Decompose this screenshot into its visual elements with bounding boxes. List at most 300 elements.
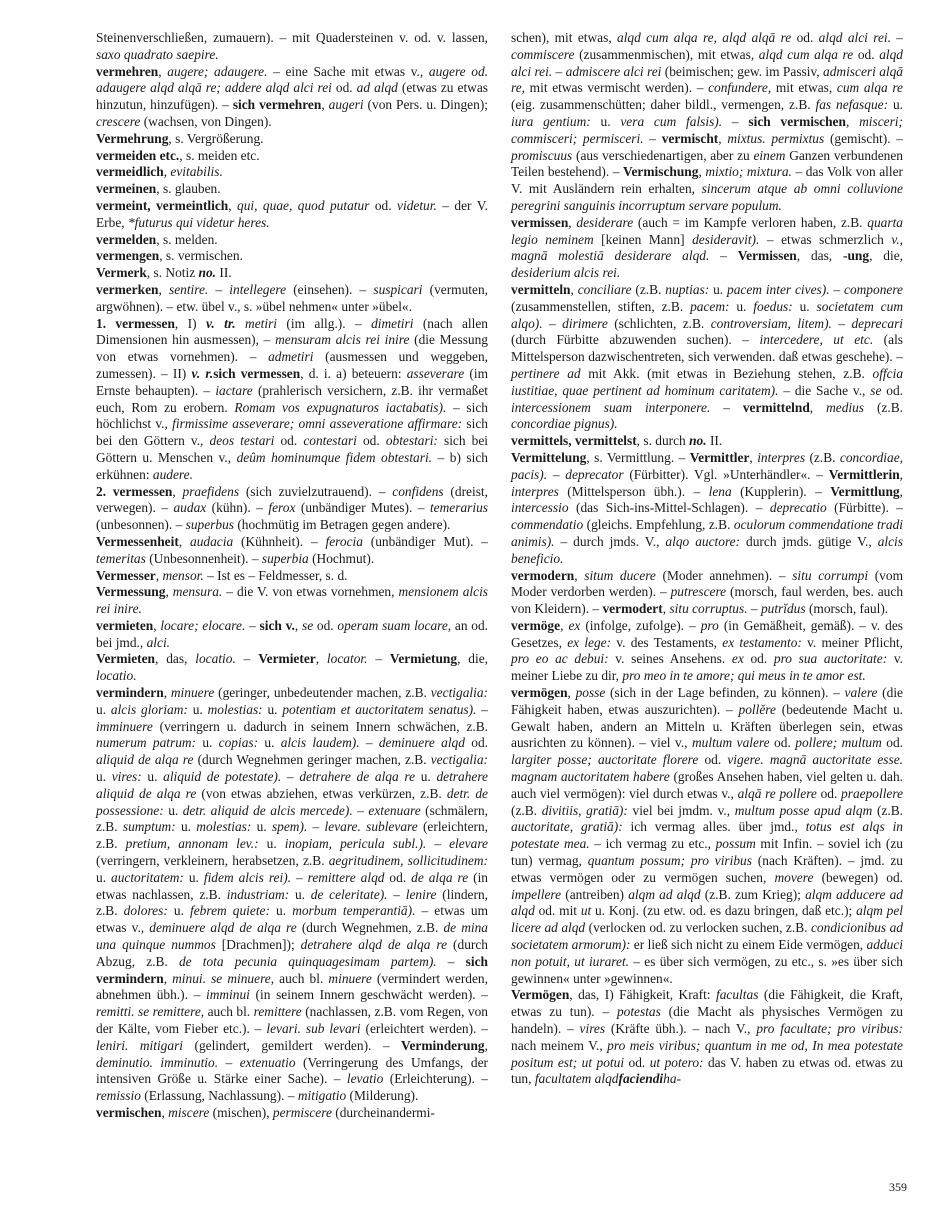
dictionary-entry	[96, 316, 488, 484]
headword: vermittelnd	[742, 399, 810, 415]
latin-text: divitiis, gratiā):	[541, 802, 628, 818]
gloss-text: – durch jmds. V.,	[554, 533, 666, 549]
latin-text: lena	[708, 483, 732, 499]
latin-text: possum	[715, 836, 756, 852]
latin-text: alqd cum alqa re	[758, 46, 854, 62]
headword: Vermesser	[96, 567, 156, 583]
latin-text: misceri; commisceri; permisceri.	[511, 113, 903, 146]
latin-text: levari. sub levari	[266, 1021, 361, 1037]
latin-text: deprecator	[565, 466, 624, 482]
latin-text: augere; adaugere.	[167, 63, 268, 79]
latin-text: alcis laudem).	[280, 735, 360, 751]
latin-text: superbus	[185, 517, 234, 533]
gloss-text: , s. Vergrößerung.	[168, 130, 264, 146]
headword: vermengen	[96, 248, 160, 264]
latin-text: obtestari:	[385, 433, 438, 449]
right-column	[511, 30, 903, 1088]
gloss-text: ,	[321, 97, 329, 113]
latin-text: temeritas	[96, 550, 146, 566]
gloss-text: ,	[158, 63, 168, 79]
latin-text: miscere	[168, 1105, 210, 1120]
gloss-text: , s. melden.	[156, 231, 218, 247]
latin-text: detrahere aliquid de alqa re	[96, 769, 488, 801]
latin-text: posse	[575, 685, 606, 701]
dictionary-entry	[96, 30, 488, 64]
latin-text: ex testamento:	[722, 634, 802, 650]
latin-text: alqm ad alqd	[628, 886, 701, 902]
gloss-text: (schlichten, z.B.	[607, 315, 711, 331]
gloss-text: ,	[484, 1037, 488, 1053]
latin-text: lenire	[405, 886, 437, 902]
gloss-text: (z.B.	[864, 399, 903, 415]
latin-text: pro sua auctoritate:	[773, 651, 888, 667]
gloss-text: – sich höchlichst v.,	[96, 399, 488, 432]
latin-text: remittere alqd	[307, 869, 385, 885]
gloss-text: ,	[158, 281, 169, 297]
latin-text: fidem alcis rei).	[203, 869, 291, 885]
gloss-text: –	[890, 30, 904, 45]
latin-text: levatio	[346, 1071, 384, 1087]
gloss-text: u.	[415, 769, 437, 785]
gloss-text: (Milderung).	[346, 1088, 419, 1104]
gloss-text: –	[352, 802, 369, 818]
gloss-text: – b) sich erkühnen:	[96, 449, 489, 482]
headword: Verminderung	[401, 1037, 485, 1053]
latin-text: asseverare	[406, 365, 465, 381]
dictionary-entry	[96, 148, 488, 165]
gloss-text: u.	[262, 701, 283, 717]
gloss-text: II.	[216, 265, 232, 281]
latin-text: intercedere, ut etc.	[759, 332, 874, 348]
gloss-text: –	[542, 315, 563, 331]
gloss-text: (Erlassung, Nachlassung). –	[140, 1088, 298, 1104]
latin-text: quantum possum; pro viribus	[587, 853, 752, 869]
gloss-text: v. seines Ansehens.	[608, 651, 732, 667]
gloss-text: (die Fähigkeit haben, etwas auszurichten). –	[511, 685, 903, 717]
latin-text: imminui	[205, 987, 250, 1003]
headword: Vermerk	[96, 265, 147, 281]
latin-text: promiscuus	[511, 147, 573, 163]
gloss-text: , s. Notiz	[146, 265, 199, 281]
headword: Vermögen	[511, 987, 570, 1003]
gloss-text: (durch Fürbitte abzuwenden suchen). –	[511, 332, 760, 348]
headword: Vermittlerin	[828, 466, 900, 482]
latin-text: mitigatio	[297, 1088, 347, 1104]
dictionary-entry	[96, 265, 488, 282]
dictionary-entry	[511, 568, 903, 618]
latin-text: potestas	[616, 1004, 661, 1020]
gloss-text: u.	[167, 903, 191, 919]
headword: sich vermischen	[748, 113, 846, 129]
gloss-text: , die,	[457, 651, 488, 667]
gloss-text: (Mittelsperson übh.). –	[558, 483, 709, 499]
latin-text: praepollere	[841, 785, 904, 801]
latin-text: contestari	[303, 433, 357, 449]
latin-text: commendatio	[511, 517, 584, 533]
gloss-text: ,	[560, 617, 569, 633]
gloss-text: ,	[899, 483, 903, 499]
latin-text: interpres	[757, 449, 806, 465]
latin-text: pacem inter cives).	[727, 281, 830, 297]
dictionary-entry	[96, 282, 488, 316]
latin-text: vires:	[111, 769, 142, 785]
latin-text: iura gentium:	[511, 113, 591, 129]
gloss-text: (vermuten, argwöhnen). – etw. übel v., s. »übel nehmen« unter »übel«.	[96, 281, 489, 314]
gloss-text: –	[476, 701, 488, 717]
gloss-text: an od. bei jmd.,	[96, 617, 489, 650]
gloss-text: (von etwas abziehen, etwas verkürzen, z.B.	[196, 785, 447, 801]
latin-text: pollĕre	[738, 701, 776, 717]
gloss-text: (nachlassen, z.B. vom Regen, von der Kälte, vom Fieber etc.). –	[96, 1004, 488, 1037]
gloss-text: (erleichtert werden). –	[360, 1021, 488, 1037]
latin-text: concordiae, pacis).	[511, 449, 903, 482]
latin-text: mensura.	[172, 584, 223, 600]
latin-text: auctoritatem:	[111, 869, 184, 885]
gloss-text: , das, I) Fähigkeit, Kraft:	[569, 987, 716, 1003]
latin-text: alqm pel licere ad alqd	[511, 903, 904, 936]
latin-text: alqd cum alqa re, alqd alqā re	[617, 30, 792, 45]
bold-italic-text: no.	[198, 265, 217, 281]
latin-text: elevare	[449, 836, 488, 852]
latin-text: pro eo ac debui:	[511, 651, 609, 667]
latin-text: ex lege:	[567, 634, 612, 650]
latin-text: pro meo in te amore; qui meus in te amor est.	[622, 668, 866, 684]
headword: 1. vermessen	[96, 315, 175, 331]
gloss-text: (von Pers. u. Dingen);	[363, 97, 488, 113]
dictionary-entry	[511, 30, 903, 215]
gloss-text: od.	[881, 735, 903, 751]
gloss-text: (lindern, z.B.	[96, 886, 488, 919]
latin-text: extenuare	[368, 802, 421, 818]
latin-text: pacem:	[690, 298, 730, 314]
gloss-text: v. des Testaments,	[611, 634, 723, 650]
latin-text: evitabilis.	[170, 164, 223, 180]
latin-text: permiscere	[272, 1105, 332, 1120]
latin-text: dirimere	[562, 315, 608, 331]
gloss-text: u.	[709, 281, 727, 297]
latin-text: einem	[753, 147, 786, 163]
gloss-text: (Kupplerin). –	[731, 483, 831, 499]
dictionary-entry	[511, 215, 903, 282]
latin-text: controversiam, litem).	[710, 315, 832, 331]
gloss-text: – etwas schmerzlich	[759, 231, 892, 247]
latin-text: audere.	[152, 466, 193, 482]
gloss-text: (durcheinandermi-	[331, 1105, 435, 1120]
gloss-text: od.	[369, 197, 398, 213]
gloss-text: (im Ernste behaupten). –	[96, 365, 488, 398]
gloss-text: (Kühnheit). –	[233, 533, 326, 549]
gloss-text: ,	[567, 685, 576, 701]
latin-text: detr. de possessione:	[96, 785, 488, 818]
gloss-text: –	[426, 836, 450, 852]
gloss-text: u. Konj. (zu etw. od. es dazu bringen, daß etc.);	[591, 903, 857, 919]
gloss-text: schen), mit etwas,	[511, 30, 618, 45]
latin-text: firmissime asseverare; omni asseveratione affirmare:	[172, 416, 463, 432]
latin-text: augeri	[328, 97, 364, 113]
gloss-text: –	[436, 953, 466, 969]
headword: Vermittler	[689, 449, 750, 465]
latin-text: mensor.	[162, 567, 204, 583]
gloss-text: u.	[888, 97, 903, 113]
latin-text: deminutio. imminutio.	[96, 1054, 219, 1070]
latin-text: numerum patrum:	[96, 735, 197, 751]
gloss-text: –	[359, 735, 379, 751]
headword: vermischen	[96, 1105, 162, 1120]
gloss-text: od.	[331, 80, 357, 96]
latin-text: aegritudinem, sollicitudinem:	[328, 853, 488, 869]
gloss-text: (dreist, verwegen). –	[96, 483, 488, 516]
bold-italic-text: faciendi	[618, 1071, 664, 1087]
gloss-text: od.	[816, 785, 842, 801]
gloss-text: – eine Sache mit etwas v.,	[267, 63, 429, 79]
latin-text: ut potero:	[649, 1054, 704, 1070]
latin-text: potentiam et auctoritatem senatus).	[282, 701, 477, 717]
gloss-text: –	[245, 617, 260, 633]
gloss-text: (Kräfte übh.). – nach V.,	[605, 1021, 757, 1037]
gloss-text: [Drachmen]);	[215, 937, 301, 953]
gloss-text: , d. i. a) beteuern:	[300, 365, 407, 381]
latin-text: desiderium alcis rei.	[511, 265, 621, 281]
dictionary-entry	[511, 450, 903, 568]
headword: Vermischung	[623, 164, 699, 180]
latin-text: totus est alqs in potestate mea.	[511, 819, 903, 852]
gloss-text: u.	[792, 298, 817, 314]
latin-text: societatem cum alqo).	[511, 298, 903, 331]
latin-text: mixtus. permixtus	[727, 130, 825, 146]
gloss-text: ich vermag alles. über jmd.,	[622, 819, 806, 835]
latin-text: movere	[774, 869, 814, 885]
latin-text: detrahere de alqa re	[299, 769, 416, 785]
headword: Vermittlung	[830, 483, 900, 499]
gloss-text: , I)	[174, 315, 206, 331]
headword: vermodern	[511, 567, 575, 583]
gloss-text: (erleichtern, z.B.	[96, 819, 489, 852]
gloss-text: (in Gemäßheit, gemäß). – v. des Gesetzes,	[511, 617, 904, 650]
gloss-text: (sich zuvielzutrauend). –	[239, 483, 393, 499]
gloss-text: (Moder annehmen). –	[655, 567, 793, 583]
latin-text: dimetiri	[371, 315, 414, 331]
headword: Vermessung	[96, 584, 166, 600]
latin-text: intellegere	[229, 281, 287, 297]
gloss-text: [keinen Mann]	[593, 231, 693, 247]
gloss-text: – die Sache v.,	[778, 382, 871, 398]
gloss-text: (Fürbitter). Vgl. »Unterhändler«. –	[623, 466, 829, 482]
latin-text: remittere	[253, 1004, 302, 1020]
gloss-text: u.	[141, 769, 164, 785]
latin-text: ha-	[663, 1071, 681, 1087]
latin-text: ex	[731, 651, 744, 667]
latin-text: de tota pecunia quinquagesimam partem).	[178, 953, 437, 969]
gloss-text: –	[281, 769, 300, 785]
gloss-text: mit etwas,	[771, 80, 837, 96]
latin-text: vectigalia:	[430, 685, 488, 701]
gloss-text: (nach Kräften). – jmd. zu etwas vermögen oder zu vermögen suchen,	[511, 853, 903, 885]
gloss-text: (z.B. zum Krieg);	[700, 886, 806, 902]
headword: -ung	[843, 248, 870, 264]
gloss-text: (sich in der Lage befinden, zu können). –	[605, 685, 845, 701]
latin-text: alqo auctore:	[665, 533, 741, 549]
gloss-text: –	[710, 399, 743, 415]
gloss-text: (verringern u. dadurch in seinem Innern schwächen, z.B.	[152, 718, 488, 734]
gloss-text: das V. haben zu etwas od. etwas zu tun,	[511, 1054, 903, 1087]
dictionary-entry	[96, 232, 488, 249]
gloss-text: –	[235, 651, 259, 667]
headword: Vermessenheit	[96, 533, 179, 549]
dictionary-entry	[96, 131, 488, 148]
latin-text: condicionibus ad societatem armorum):	[511, 920, 903, 953]
gloss-text: –	[291, 869, 308, 885]
gloss-text: – Ist es – Feldmesser, s. d.	[203, 567, 348, 583]
gloss-text: , das,	[155, 651, 196, 667]
headword: vermodert	[602, 601, 663, 617]
headword: sich vermehren	[232, 97, 322, 113]
latin-text: audax	[173, 500, 207, 516]
latin-text: audacia	[190, 533, 234, 549]
gloss-text: (etwas zu etwas hinzutun, hinzufügen). –	[96, 80, 488, 113]
latin-text: ferox	[268, 500, 296, 516]
latin-text: ferocia	[325, 533, 363, 549]
gloss-text: (nach allen Dimensionen hin ausmessen), –	[96, 315, 488, 348]
headword: Vermittelung	[511, 449, 587, 465]
gloss-text: u.	[258, 836, 285, 852]
bold-italic-text: v. tr.	[205, 315, 236, 331]
dictionary-entry	[96, 64, 488, 131]
latin-text: fas nefasque:	[815, 97, 889, 113]
gloss-text: ,	[899, 466, 904, 482]
latin-text: facultas	[716, 987, 759, 1003]
latin-text: impellere	[511, 886, 562, 902]
gloss-text: –	[208, 281, 230, 297]
latin-text: copias:	[218, 735, 259, 751]
latin-text: se	[302, 617, 314, 633]
gloss-text: (geringer, unbedeutender machen, z.B.	[214, 685, 431, 701]
gloss-text: (wachsen, von Dingen).	[140, 113, 272, 129]
headword: sich vermindern	[96, 953, 488, 986]
latin-text: intercessionem suam interponere.	[511, 399, 711, 415]
gloss-text: ,	[153, 617, 161, 633]
latin-text: alqd alci rei.	[818, 30, 891, 45]
latin-text: oculorum commendatione tradi animis).	[511, 517, 903, 549]
latin-text: pro facultate; pro viribus:	[756, 1021, 903, 1037]
gloss-text: v. meiner Liebe zu dir,	[511, 651, 904, 684]
latin-text: spem).	[271, 819, 308, 835]
headword: vermelden	[96, 231, 157, 247]
latin-text: pretium, annonam lev.:	[125, 836, 259, 852]
bold-italic-text: v. r.	[191, 365, 214, 381]
headword: Vermieter	[258, 651, 316, 667]
gloss-text: (unbesonnen). –	[96, 517, 186, 533]
dictionary-entry	[96, 618, 488, 652]
dictionary-entry	[511, 433, 903, 450]
headword: vermischt	[661, 130, 719, 146]
gloss-text: ,	[228, 197, 238, 213]
gloss-text: (verringern, verkleinern, herabsetzen, z.B.	[96, 853, 329, 869]
headword: sich vermessen	[213, 365, 301, 381]
gloss-text: mit Akk. (mit etwas in Beziehung stehen, z.B.	[580, 365, 873, 381]
latin-text: extenuatio	[239, 1054, 296, 1070]
gloss-text: od. mit	[534, 903, 581, 919]
gloss-text: od.	[743, 651, 774, 667]
latin-text: intercessio	[511, 500, 569, 516]
latin-text: *futurus qui videtur heres.	[127, 214, 270, 230]
latin-text: de alqa re	[411, 869, 469, 885]
gloss-text: ,	[172, 483, 183, 499]
latin-text: superbia	[261, 550, 309, 566]
gloss-text: sich bei den Göttern v.,	[96, 416, 488, 449]
gloss-text: (die Fähigkeit, die Kraft, etwas zu tun). –	[511, 987, 903, 1020]
latin-text: pertinere ad	[511, 365, 581, 381]
latin-text: febrem quiete:	[190, 903, 270, 919]
gloss-text: (Unbesonnenheit). –	[145, 550, 262, 566]
latin-text: componere	[844, 281, 903, 297]
gloss-text: II.	[706, 433, 723, 449]
gloss-text: u.	[196, 735, 219, 751]
gloss-text: ,	[163, 970, 173, 986]
gloss-text: u.	[96, 701, 111, 717]
dictionary-entry	[511, 987, 903, 1088]
latin-text: vectigalia:	[430, 752, 488, 768]
latin-text: multum posse apud alqm	[734, 802, 873, 818]
gloss-text: u.	[96, 769, 112, 785]
gloss-text: od.	[464, 735, 488, 751]
latin-text: ad alqd	[356, 80, 398, 96]
gloss-text: –	[831, 315, 852, 331]
latin-text: largiter posse; auctoritate florere	[511, 752, 699, 768]
headword: vermöge	[511, 617, 561, 633]
latin-text: multum valere	[691, 735, 770, 751]
gloss-text: od.	[274, 433, 304, 449]
latin-text: alqā re pollere	[737, 785, 817, 801]
latin-text: In mea potestate positum est; ut potui	[511, 1037, 903, 1070]
gloss-text: – die V. von etwas vornehmen,	[222, 584, 399, 600]
gloss-text: ,	[574, 567, 585, 583]
latin-text: detrahere alqd de alqa re	[300, 937, 448, 953]
headword: vermeiden etc.	[96, 147, 180, 163]
gloss-text: (gelindert, gemildert werden). –	[183, 1037, 402, 1053]
gloss-text: (prahlerisch versichern, z.B. ihr vermaßet euch, Rom zu erobern.	[96, 382, 489, 415]
gloss-text: ,	[845, 113, 860, 129]
gloss-text: Steinenverschließen, zumauern). – mit Quadersteinen v. od. v. lassen,	[96, 30, 488, 45]
gloss-text: (als Mittelsperson dazwischentreten, sich verwenden. daß etwas geschehe). –	[511, 332, 904, 365]
latin-text: desideravit).	[692, 231, 760, 247]
latin-text: detr. aliquid de alcis mercede).	[182, 802, 353, 818]
page-number: 359	[889, 1180, 907, 1194]
latin-text: deminuere alqd de alqa re	[149, 920, 297, 936]
latin-text: minui. se minuere,	[172, 970, 275, 986]
latin-text: augere od. adaugere alqd alqā re; addere alqd alci rei	[96, 63, 489, 96]
gloss-text: , s. vermischen.	[159, 248, 243, 264]
headword: vermögen	[511, 685, 568, 701]
gloss-text: (vom Moder verdorben werden). –	[511, 567, 903, 600]
gloss-text: (z.B.	[631, 281, 666, 297]
headword: vermeint, vermeintlich	[96, 197, 229, 213]
gloss-text: auch bl.	[204, 1004, 254, 1020]
latin-text: admisceri alqā re,	[511, 63, 904, 96]
dictionary-entry	[96, 1105, 488, 1122]
gloss-text: od.	[356, 433, 386, 449]
headword: vermitteln	[511, 281, 571, 297]
latin-text: sentire.	[168, 281, 209, 297]
latin-text: alqm adducere ad alqd	[511, 886, 903, 919]
latin-text: molestias:	[196, 819, 252, 835]
gloss-text: sich bei Göttern u. Menschen v.,	[96, 433, 489, 465]
latin-text: v., magnā molestiā desiderare alqd.	[511, 231, 903, 264]
latin-text: de mina una quinque nummos	[96, 920, 488, 953]
latin-text: confundere,	[708, 80, 772, 96]
headword: Vermissen	[737, 248, 797, 264]
latin-text: offcia iustitiae, quae pertinent ad hominum caritatem).	[511, 365, 904, 398]
headword: vermissen	[511, 214, 569, 230]
